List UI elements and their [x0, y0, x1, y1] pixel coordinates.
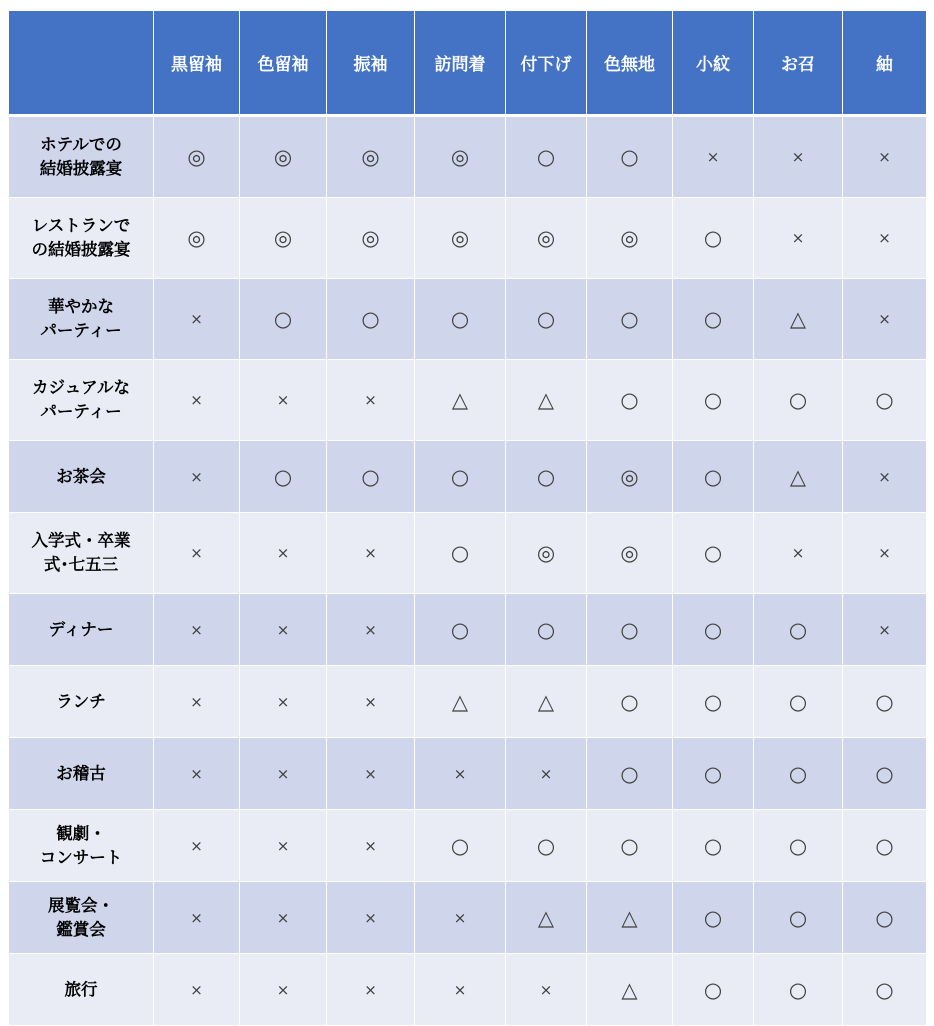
suitability-mark: ◎ — [587, 441, 673, 513]
row-label-line: の結婚披露宴 — [31, 240, 131, 259]
row-label-line: カジュアルな — [31, 378, 130, 397]
suitability-mark: ○ — [240, 441, 327, 513]
suitability-mark: × — [327, 360, 415, 441]
suitability-mark: ○ — [506, 116, 587, 198]
suitability-mark: ◎ — [327, 198, 415, 279]
suitability-mark: ○ — [506, 594, 587, 666]
suitability-mark: ○ — [587, 360, 673, 441]
row-label-line: パーティー — [40, 321, 122, 340]
suitability-mark: × — [154, 738, 240, 810]
header-row — [9, 11, 927, 116]
suitability-mark: ○ — [673, 666, 754, 738]
suitability-mark: × — [154, 441, 240, 513]
table-row — [9, 360, 927, 441]
suitability-mark: △ — [754, 441, 843, 513]
suitability-mark: ○ — [843, 882, 927, 954]
row-label-line: コンサート — [39, 847, 123, 867]
suitability-mark: × — [415, 882, 506, 954]
suitability-mark: ○ — [673, 594, 754, 666]
suitability-mark: × — [327, 738, 415, 810]
suitability-mark: ○ — [587, 594, 673, 666]
suitability-mark: × — [240, 882, 327, 954]
suitability-mark: × — [240, 513, 327, 594]
row-label-line: お稽古 — [56, 763, 106, 783]
suitability-mark: × — [240, 360, 327, 441]
suitability-mark: ○ — [673, 810, 754, 882]
suitability-mark: △ — [415, 666, 506, 738]
suitability-mark: × — [240, 594, 327, 666]
table-row — [9, 954, 927, 1026]
row-label — [9, 738, 154, 810]
column-header: 色無地 — [587, 11, 673, 116]
suitability-mark: × — [506, 738, 587, 810]
suitability-mark: × — [673, 116, 754, 198]
suitability-mark: ○ — [587, 666, 673, 738]
suitability-mark: × — [327, 882, 415, 954]
row-label — [9, 198, 154, 279]
suitability-mark: ○ — [587, 116, 673, 198]
row-label — [9, 360, 154, 441]
row-label — [9, 954, 154, 1026]
suitability-mark: ○ — [415, 513, 506, 594]
suitability-mark: × — [415, 954, 506, 1026]
table-row — [9, 513, 927, 594]
row-label — [9, 279, 154, 360]
suitability-mark: ○ — [843, 360, 927, 441]
row-label-line: レストランで — [31, 216, 131, 235]
table-row — [9, 738, 927, 810]
suitability-mark: ○ — [587, 738, 673, 810]
suitability-mark: × — [240, 810, 327, 882]
suitability-mark: ○ — [673, 513, 754, 594]
suitability-mark: ○ — [415, 594, 506, 666]
suitability-mark: × — [154, 279, 240, 360]
column-header: 黒留袖 — [154, 11, 240, 116]
row-label-line: 旅行 — [64, 979, 98, 999]
suitability-mark: ◎ — [506, 198, 587, 279]
row-label — [9, 116, 154, 198]
row-label-line: 観劇・ — [56, 823, 106, 843]
suitability-mark: × — [240, 954, 327, 1026]
suitability-mark: ○ — [843, 954, 927, 1026]
suitability-mark: × — [240, 666, 327, 738]
suitability-mark: ○ — [754, 594, 843, 666]
row-label — [9, 594, 154, 666]
suitability-mark: ○ — [415, 279, 506, 360]
suitability-mark: ○ — [754, 882, 843, 954]
suitability-mark: × — [843, 594, 927, 666]
table-row — [9, 279, 927, 360]
suitability-mark: × — [240, 738, 327, 810]
row-label-line: 結婚披露宴 — [39, 159, 123, 178]
suitability-mark: △ — [587, 954, 673, 1026]
suitability-mark: × — [754, 116, 843, 198]
suitability-mark: × — [154, 882, 240, 954]
suitability-mark: ○ — [843, 738, 927, 810]
suitability-mark: ◎ — [154, 198, 240, 279]
suitability-mark: ◎ — [240, 198, 327, 279]
column-header: 紬 — [843, 11, 927, 116]
suitability-mark: ○ — [327, 279, 415, 360]
suitability-mark: × — [327, 666, 415, 738]
column-header: 付下げ — [506, 11, 587, 116]
suitability-mark: ○ — [587, 810, 673, 882]
column-header: 振袖 — [327, 11, 415, 116]
suitability-mark: △ — [506, 882, 587, 954]
suitability-mark: × — [154, 360, 240, 441]
suitability-mark: × — [327, 513, 415, 594]
row-label — [9, 513, 154, 594]
row-label — [9, 441, 154, 513]
row-label-line: パーティー — [40, 402, 122, 421]
column-header: 訪問着 — [415, 11, 506, 116]
table-row — [9, 666, 927, 738]
corner-cell — [9, 11, 154, 116]
suitability-mark: ○ — [673, 882, 754, 954]
suitability-mark: × — [415, 738, 506, 810]
table-row — [9, 810, 927, 882]
suitability-mark: × — [843, 116, 927, 198]
suitability-mark: ○ — [754, 360, 843, 441]
suitability-mark: ○ — [673, 360, 754, 441]
table-row — [9, 198, 927, 279]
row-label-line: 入学式・卒業 — [31, 531, 131, 550]
suitability-mark: × — [154, 513, 240, 594]
suitability-mark: × — [154, 666, 240, 738]
row-label-line: 展覧会・ — [48, 895, 114, 915]
suitability-mark: △ — [506, 360, 587, 441]
suitability-mark: × — [843, 198, 927, 279]
suitability-mark: ○ — [327, 441, 415, 513]
suitability-mark: × — [327, 810, 415, 882]
suitability-mark: △ — [587, 882, 673, 954]
suitability-mark: × — [843, 279, 927, 360]
suitability-mark: ○ — [673, 441, 754, 513]
suitability-mark: ◎ — [587, 198, 673, 279]
table-row — [9, 116, 927, 198]
row-label-line: お茶会 — [56, 466, 106, 486]
suitability-mark: ◎ — [415, 198, 506, 279]
suitability-mark: × — [843, 441, 927, 513]
suitability-mark: ○ — [673, 954, 754, 1026]
suitability-mark: ○ — [506, 810, 587, 882]
table-row — [9, 594, 927, 666]
suitability-mark: ○ — [754, 954, 843, 1026]
suitability-mark: ○ — [843, 810, 927, 882]
suitability-mark: ○ — [415, 810, 506, 882]
suitability-mark: △ — [506, 666, 587, 738]
suitability-mark: ◎ — [327, 116, 415, 198]
suitability-mark: ◎ — [415, 116, 506, 198]
suitability-mark: ○ — [506, 279, 587, 360]
table-row — [9, 882, 927, 954]
row-label-line: 鑑賞会 — [56, 919, 106, 939]
suitability-mark: ○ — [415, 441, 506, 513]
suitability-mark: × — [154, 810, 240, 882]
table-row — [9, 441, 927, 513]
column-header: 小紋 — [673, 11, 754, 116]
column-header: 色留袖 — [240, 11, 327, 116]
suitability-mark: ○ — [673, 738, 754, 810]
row-label-line: ランチ — [56, 691, 106, 711]
row-label — [9, 810, 154, 882]
suitability-mark: × — [843, 513, 927, 594]
suitability-mark: ○ — [506, 441, 587, 513]
suitability-mark: ○ — [843, 666, 927, 738]
kimono-occasion-table — [8, 10, 927, 1026]
row-label-line: ディナー — [48, 619, 114, 639]
suitability-mark: ○ — [754, 666, 843, 738]
suitability-mark: △ — [415, 360, 506, 441]
suitability-mark: ○ — [754, 738, 843, 810]
suitability-mark: ○ — [673, 198, 754, 279]
suitability-mark: × — [154, 594, 240, 666]
row-label — [9, 882, 154, 954]
suitability-mark: × — [506, 954, 587, 1026]
suitability-mark: × — [154, 954, 240, 1026]
column-header: お召 — [754, 11, 843, 116]
kimono-occasion-table-container — [8, 10, 926, 1026]
row-label — [9, 666, 154, 738]
row-label-line: 華やかな — [48, 297, 114, 316]
suitability-mark: ◎ — [587, 513, 673, 594]
suitability-mark: ◎ — [154, 116, 240, 198]
suitability-mark: × — [327, 954, 415, 1026]
suitability-mark: ○ — [240, 279, 327, 360]
suitability-mark: × — [327, 594, 415, 666]
suitability-mark: ◎ — [240, 116, 327, 198]
suitability-mark: ◎ — [506, 513, 587, 594]
row-label-line: 式･七五三 — [43, 555, 119, 574]
suitability-mark: ○ — [673, 279, 754, 360]
row-label-line: ホテルでの — [40, 135, 122, 154]
suitability-mark: ○ — [587, 279, 673, 360]
suitability-mark: △ — [754, 279, 843, 360]
suitability-mark: × — [754, 513, 843, 594]
suitability-mark: × — [754, 198, 843, 279]
suitability-mark: ○ — [754, 810, 843, 882]
